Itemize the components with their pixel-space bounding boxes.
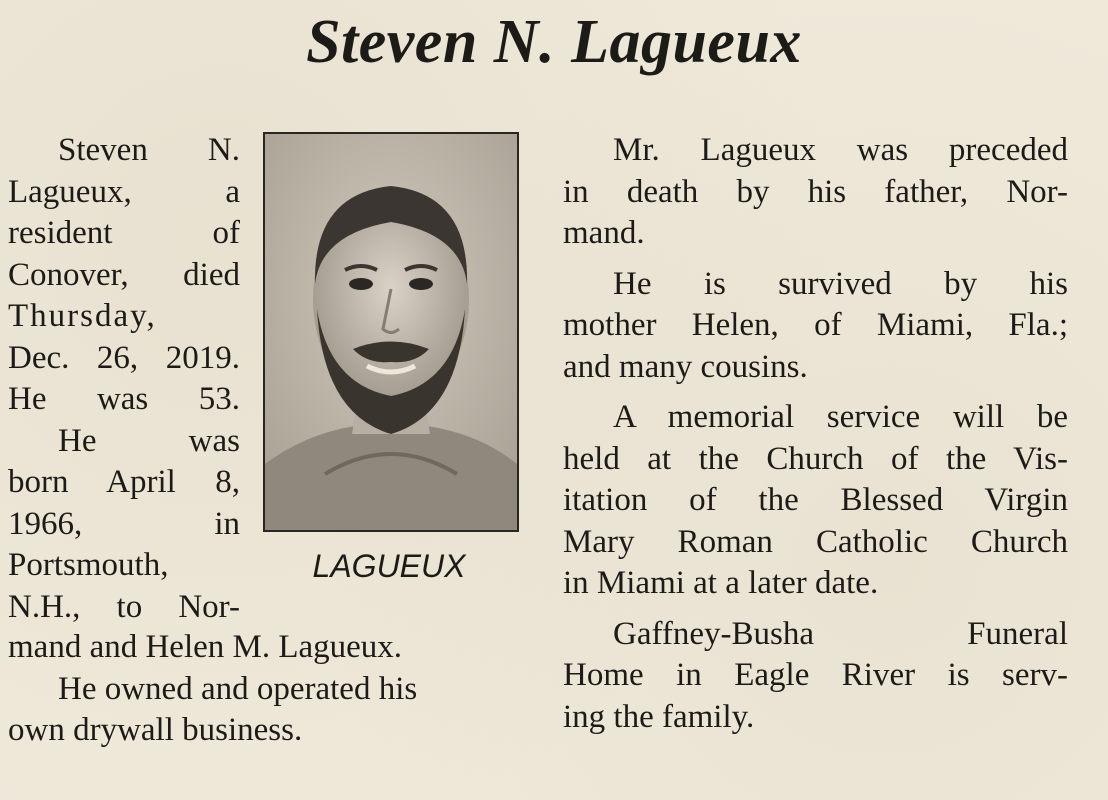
text-line: He owned and operated his xyxy=(58,670,418,707)
text-line: Gaffney-Busha Funeral xyxy=(613,615,1068,652)
text-line: Portsmouth, xyxy=(8,547,169,583)
text-line: He was xyxy=(58,422,240,459)
text-line: mother Helen, of Miami, Fla.; xyxy=(563,307,1068,343)
text-line: itation of the Blessed Virgin xyxy=(563,482,1068,518)
text-line: He is survived by his xyxy=(613,265,1068,302)
text-line: own drywall business. xyxy=(8,712,303,748)
text-line: mand and Helen M. Lagueux. xyxy=(8,629,403,665)
text-line: Steven N. xyxy=(58,132,240,168)
text-line: mand. xyxy=(563,215,645,251)
text-line: ing the family. xyxy=(563,698,755,735)
text-line: Lagueux, a xyxy=(8,173,240,210)
text-line: resident of xyxy=(8,215,240,251)
obituary-right-column xyxy=(563,130,1068,738)
portrait-photo xyxy=(263,132,519,532)
text-line: born April 8, xyxy=(8,464,240,500)
text-line: Home in Eagle River is serv- xyxy=(563,657,1068,693)
text-line: Mr. Lagueux was preceded xyxy=(613,132,1068,168)
text-line: He was 53. xyxy=(8,381,240,417)
obituary-left-column xyxy=(8,130,240,628)
text-line: Dec. 26, 2019. xyxy=(8,339,240,376)
portrait-image xyxy=(265,134,517,530)
text-line: N.H., to Nor- xyxy=(8,588,240,625)
text-line: in death by his father, Nor- xyxy=(563,173,1068,210)
text-line: and many cousins. xyxy=(563,348,808,385)
text-line: Mary Roman Catholic Church xyxy=(563,523,1068,560)
obituary-headline: Steven N. Lagueux xyxy=(306,8,802,76)
text-line: held at the Church of the Vis- xyxy=(563,440,1068,477)
obituary-left-bottom xyxy=(8,627,516,752)
text-line: A memorial service will be xyxy=(613,399,1068,435)
text-line: 1966, in xyxy=(8,505,240,542)
text-line: Thursday, xyxy=(8,298,157,334)
photo-caption: LAGUEUX xyxy=(312,548,466,584)
text-line: Conover, died xyxy=(8,256,240,293)
text-line: in Miami at a later date. xyxy=(563,565,879,601)
